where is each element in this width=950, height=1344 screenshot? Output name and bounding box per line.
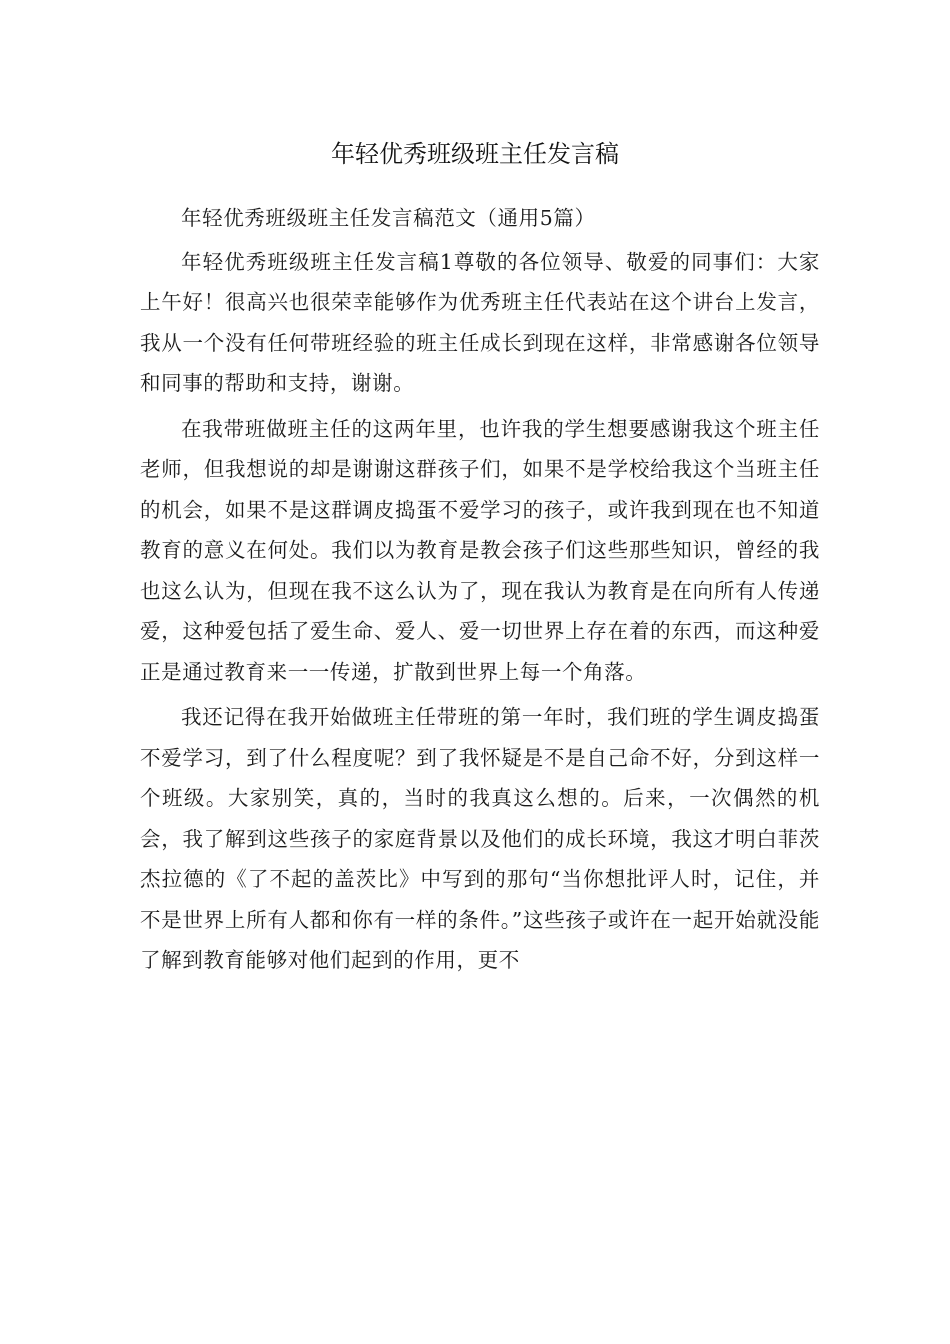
paragraph-body-1: 在我带班做班主任的这两年里，也许我的学生想要感谢我这个班主任老师，但我想说的却是谢谢这群孩子们，如果不是学校给我这个当班主任的机会，如果不是这群调皮捣蛋不爱学习的孩子，或许我到现在也不知道教育的意义在何处。我们以为教育是教会孩子们这些那些知识，曾经的我也这么认为，但现在我不这么认为了，现在我认为教育是在向所有人传递爱，这种爱包括了爱生命、爱人、爱一切世界上存在着的东西，而这种爱正是通过教育来一一传递，扩散到世界上每一个角落。 [140,416,820,684]
paragraph-subtitle: 年轻优秀班级班主任发言稿范文（通用5篇） [181,206,596,230]
document-body [140,198,820,981]
paragraph-greeting: 年轻优秀班级班主任发言稿1尊敬的各位领导、敬爱的同事们：大家上午好！很高兴也很荣幸能够作为优秀班主任代表站在这个讲台上发言，我从一个没有任何带班经验的班主任成长到现在这样，非常感谢各位领导和同事的帮助和支持，谢谢。 [140,249,820,395]
paragraph-body-2: 我还记得在我开始做班主任带班的第一年时，我们班的学生调皮捣蛋不爱学习，到了什么程度呢？到了我怀疑是不是自己命不好，分到这样一个班级。大家别笑，真的，当时的我真这么想的。后来，一次偶然的机会，我了解到这些孩子的家庭背景以及他们的成长环境，我这才明白菲茨杰拉德的《了不起的盖茨比》中写到的那句“当你想批评人时，记住，并不是世界上所有人都和你有一样的条件。”这些孩子或许在一起开始就没能了解到教育能够对他们起到的作用，更不 [140,705,820,972]
document-title: 年轻优秀班级班主任发言稿 [331,140,619,168]
